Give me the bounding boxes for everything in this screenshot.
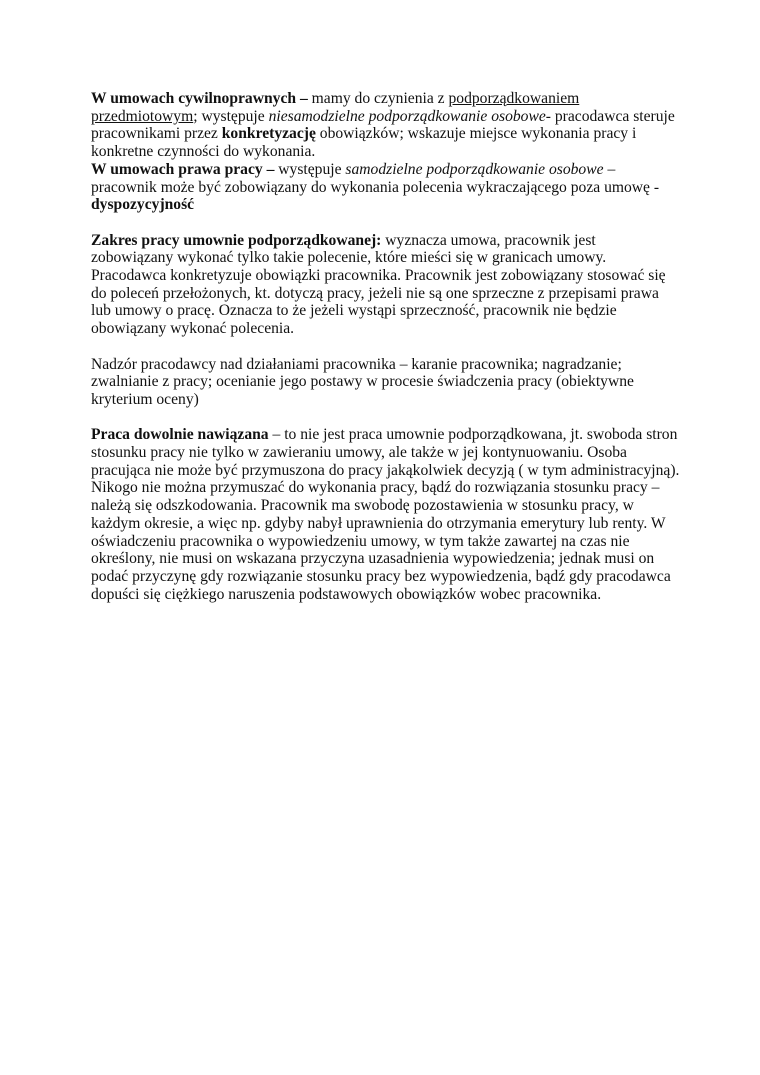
text-fragment: obowiązków; wskazuje miejsce wykonania pracy i konkretne czynności do wykonania. <box>91 125 637 161</box>
term-civil-law-contracts: W umowach cywilnoprawnych – <box>91 90 308 107</box>
paragraph-civil-law-contracts <box>91 90 681 161</box>
paragraph-spacer <box>91 409 681 427</box>
italic-term: samodzielne podporządkowanie osobowe <box>345 160 604 178</box>
term-labor-law-contracts: W umowach prawa pracy – <box>91 160 275 178</box>
bold-term: dyspozycyjność <box>91 196 195 214</box>
underlined-term: podporządkowaniem przedmiotowym <box>91 90 580 125</box>
paragraph-spacer <box>91 338 681 356</box>
paragraph-labor-law-contracts <box>91 161 681 214</box>
term-scope-of-work: Zakres pracy umownie podporządkowanej: <box>91 231 382 249</box>
term-freely-established-work: Praca dowolnie nawiązana <box>91 426 269 444</box>
text-fragment: – to nie jest praca umownie podporządkowana, jt. swoboda stron stosunku pracy nie tylko w zawieraniu umowy, ale także w jej kontynuowaniu. Osoba pracująca nie może być przymuszona do pracy jakąkolwiek decyzją ( w tym administracyjną). Nikogo nie można przymuszać do wykonania pracy, bądź do rozwiązania stosunku pracy – należą się odszkodowania. Pracownik ma swobodę pozostawienia w stosunku pracy, w każdym okresie, a więc np. gdyby nabył uprawnienia do otrzymania emerytury lub renty. W oświadczeniu pracownika o wypowiedzeniu umowy, w tym także zawartej na czas nie określony, nie musi on wskazana przyczyna uzasadnienia wypowiedzenia; jednak musi on podać przyczynę gdy rozwiązanie stosunku pracy bez wypowiedzenia, bądź gdy pracodawca dopuści się ciężkiego naruszenia podstawowych obowiązków wobec pracownika. <box>91 426 680 603</box>
paragraph-spacer <box>91 214 681 232</box>
text-fragment: wyznacza umowa, pracownik jest zobowiązany wykonać tylko takie polecenie, które mieści się w granicach umowy. Pracodawca konkretyzuje obowiązki pracownika. Pracownik jest zobowiązany stosować się do poleceń przełożonych, kt. dotyczą pracy, jeżeli nie są one sprzeczne z przepisami prawa lub umowy o pracę. Oznacza to że jeżeli wystąpi sprzeczność, pracownik nie będzie obowiązany wykonać polecenia. <box>91 231 666 338</box>
text-fragment: występuje <box>274 160 346 178</box>
text-fragment: - pracodawca steruje pracownikami przez <box>91 107 675 143</box>
paragraph-supervision <box>91 356 681 409</box>
bold-term: konkretyzację <box>221 125 316 143</box>
italic-term: niesamodzielne podporządkowanie osobowe <box>268 107 546 125</box>
paragraph-scope-of-work <box>91 232 681 338</box>
text-fragment: ; występuje <box>193 107 269 125</box>
text-fragment: Nadzór pracodawcy nad działaniami pracownika – karanie pracownika; nagradzanie; zwalnianie z pracy; ocenianie jego postawy w procesie świadczenia pracy (obiektywne kryterium oceny) <box>91 355 634 408</box>
text-fragment: – pracownik może być zobowiązany do wykonania polecenia wykraczającego poza umowę - <box>91 160 660 196</box>
paragraph-freely-established-work <box>91 426 681 603</box>
text-fragment: mamy do czynienia z <box>307 90 449 107</box>
document-page <box>91 90 681 603</box>
